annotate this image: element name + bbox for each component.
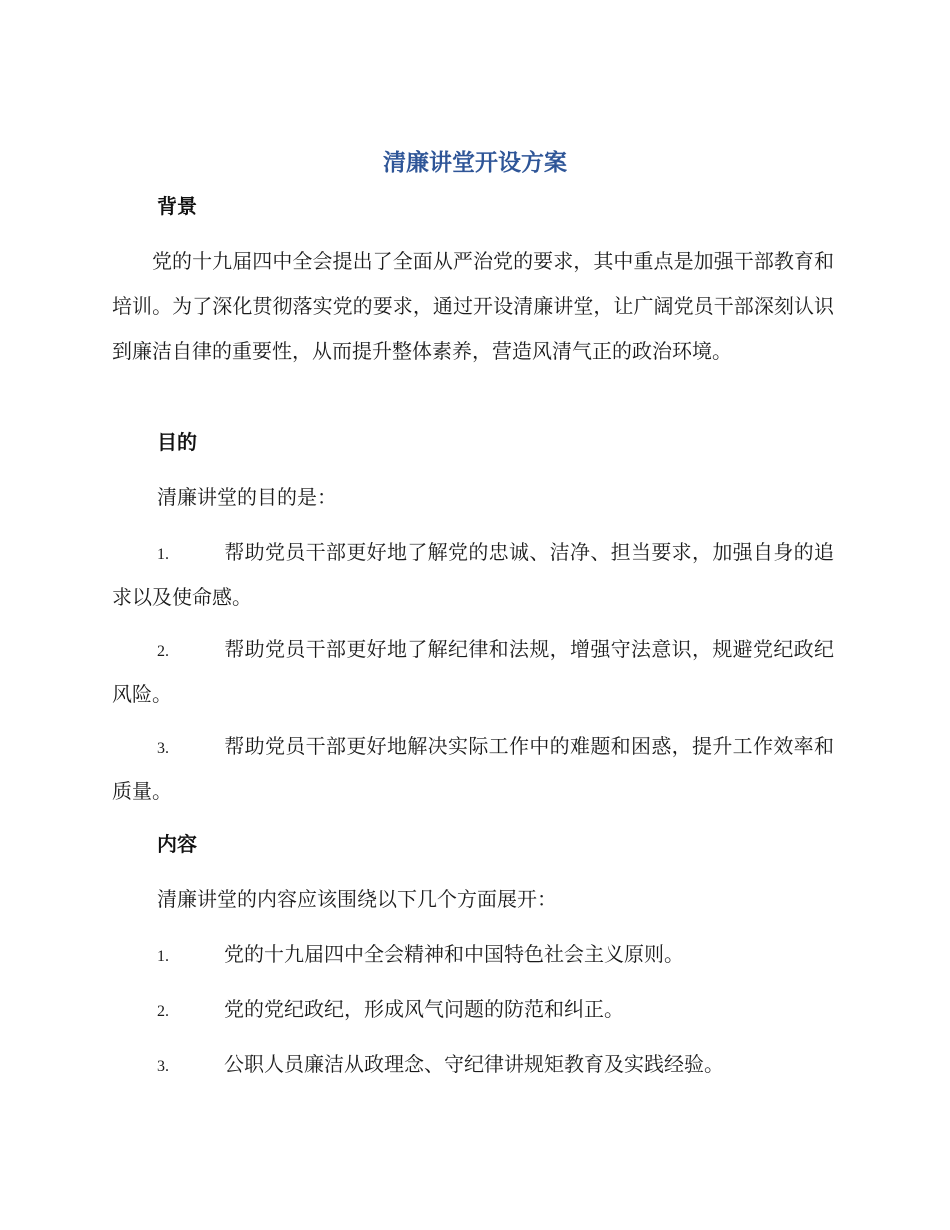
document-title: 清廉讲堂开设方案: [383, 150, 567, 176]
list-item-text: 党的十九届四中全会精神和中国特色社会主义原则。: [224, 942, 684, 966]
list-number: 2.: [157, 1003, 169, 1020]
list-number: 1.: [157, 546, 169, 563]
content-list-item: [112, 988, 834, 1033]
section-heading-content: 内容: [157, 832, 197, 856]
list-number: 3.: [157, 1058, 169, 1075]
list-item-text: 帮助党员干部更好地了解党的忠诚、洁净、担当要求，加强自身的追求以及使命感。: [112, 540, 834, 609]
list-number: 3.: [157, 740, 169, 757]
list-item-text: 公职人员廉洁从政理念、守纪律讲规矩教育及实践经验。: [224, 1052, 724, 1076]
content-list-item: [112, 933, 834, 978]
list-number: 2.: [157, 643, 169, 660]
purpose-list-item: [112, 628, 834, 715]
purpose-list-item: [112, 531, 834, 618]
background-paragraph: 党的十九届四中全会提出了全面从严治党的要求，其中重点是加强干部教育和培训。为了深化贯彻落实党的要求，通过开设清廉讲堂，让广阔党员干部深刻认识到廉洁自律的重要性，从而提升整体素养，营造风清气正的政治环境。: [112, 249, 834, 363]
content-intro: 清廉讲堂的内容应该围绕以下几个方面展开：: [157, 887, 557, 911]
list-item-text: 帮助党员干部更好地解决实际工作中的难题和困惑，提升工作效率和质量。: [112, 734, 834, 803]
purpose-intro: 清廉讲堂的目的是：: [157, 485, 337, 509]
section-heading-purpose: 目的: [157, 430, 197, 454]
list-number: 1.: [157, 948, 169, 965]
section-heading-background: 背景: [157, 194, 197, 218]
list-item-text: 党的党纪政纪，形成风气问题的防范和纠正。: [224, 997, 624, 1021]
purpose-list-item: [112, 725, 834, 812]
content-list-item: [112, 1043, 834, 1088]
list-item-text: 帮助党员干部更好地了解纪律和法规，增强守法意识，规避党纪政纪风险。: [112, 637, 834, 706]
